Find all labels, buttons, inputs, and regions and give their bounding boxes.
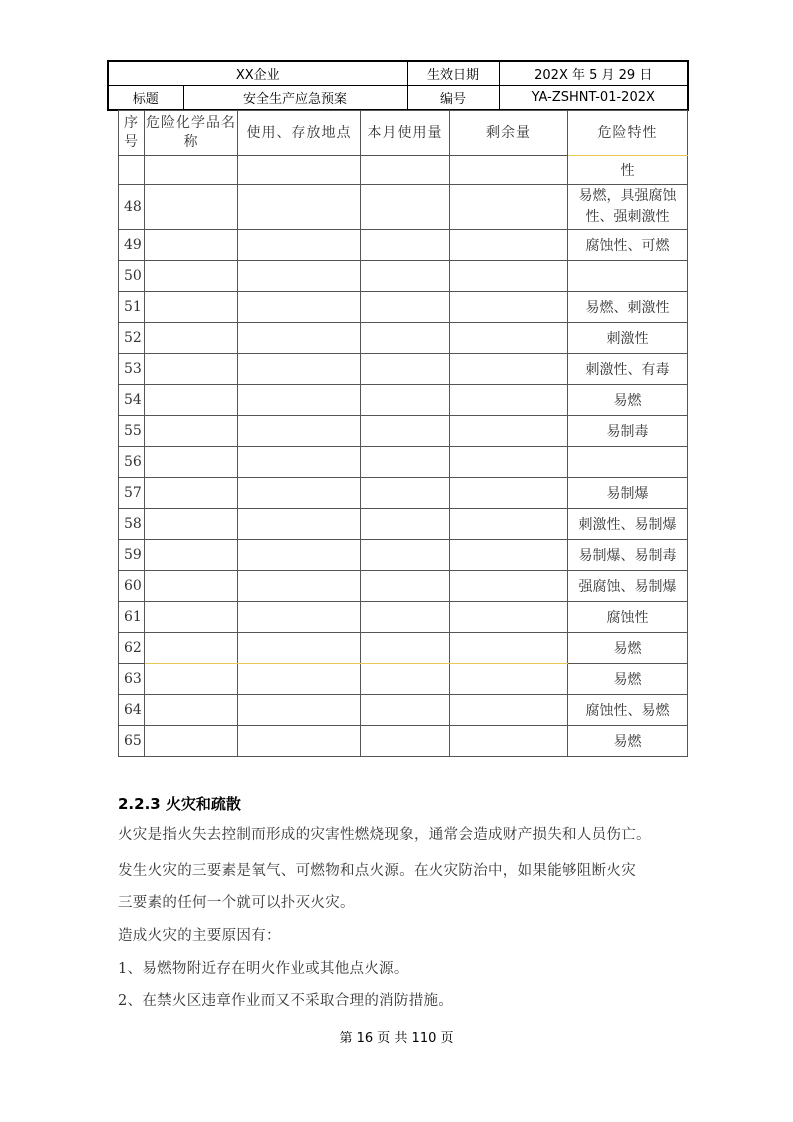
chemical-name-cell xyxy=(145,447,238,478)
col-header-monthly-usage: 本月使用量 xyxy=(361,111,450,156)
table-row xyxy=(119,447,688,478)
location-cell xyxy=(238,571,361,602)
location-cell xyxy=(238,354,361,385)
hazard-cell: 易燃，具强腐蚀性、强刺激性 xyxy=(568,185,688,230)
table-row xyxy=(119,185,688,230)
col-header-hazard: 危险特性 xyxy=(568,111,688,156)
col-header-location: 使用、存放地点 xyxy=(238,111,361,156)
chemical-name-cell xyxy=(145,261,238,292)
remaining-cell xyxy=(450,261,568,292)
table-row xyxy=(119,292,688,323)
hazard-cell: 性 xyxy=(568,156,688,185)
hazard-cell: 易燃 xyxy=(568,664,688,695)
remaining-cell xyxy=(450,354,568,385)
monthly-usage-cell xyxy=(361,478,450,509)
code-label: 编号 xyxy=(407,86,499,111)
row-number: 52 xyxy=(119,323,145,354)
location-cell xyxy=(238,726,361,757)
col-header-chemical-name: 危险化学品名称 xyxy=(145,111,238,156)
location-cell xyxy=(238,230,361,261)
table-row xyxy=(119,633,688,664)
monthly-usage-cell xyxy=(361,571,450,602)
title-label: 标题 xyxy=(108,86,183,111)
hazard-cell: 腐蚀性、易燃 xyxy=(568,695,688,726)
chemical-name-cell xyxy=(145,323,238,354)
table-row xyxy=(119,354,688,385)
location-cell xyxy=(238,323,361,354)
row-number: 65 xyxy=(119,726,145,757)
chemical-name-cell xyxy=(145,602,238,633)
location-cell xyxy=(238,633,361,664)
document-code: YA-ZSHNT-01-202X xyxy=(499,86,688,111)
location-cell xyxy=(238,540,361,571)
table-row xyxy=(119,385,688,416)
paragraph-line: 1、易燃物附近存在明火作业或其他点火源。 xyxy=(118,961,409,977)
chemical-name-cell xyxy=(145,695,238,726)
location-cell xyxy=(238,509,361,540)
table-row xyxy=(119,323,688,354)
hazard-cell: 易燃 xyxy=(568,385,688,416)
row-number: 62 xyxy=(119,633,145,664)
remaining-cell xyxy=(450,292,568,323)
location-cell xyxy=(238,261,361,292)
company-name: XX企业 xyxy=(108,61,407,86)
table-row xyxy=(119,509,688,540)
remaining-cell xyxy=(450,726,568,757)
hazard-cell: 刺激性、易制爆 xyxy=(568,509,688,540)
monthly-usage-cell xyxy=(361,416,450,447)
hazard-cell: 刺激性 xyxy=(568,323,688,354)
hazard-cell: 易制爆 xyxy=(568,478,688,509)
paragraph-line: 三要素的任何一个就可以扑灭火灾。 xyxy=(118,895,355,911)
chemical-name-cell xyxy=(145,664,238,695)
table-row xyxy=(119,540,688,571)
row-number: 61 xyxy=(119,602,145,633)
table-row xyxy=(119,664,688,695)
remaining-cell xyxy=(450,323,568,354)
row-number: 51 xyxy=(119,292,145,323)
hazard-cell: 易制爆、易制毒 xyxy=(568,540,688,571)
row-number: 59 xyxy=(119,540,145,571)
paragraph-line: 发生火灾的三要素是氧气、可燃物和点火源。在火灾防治中，如果能够阻断火灾 xyxy=(118,863,636,879)
row-number: 53 xyxy=(119,354,145,385)
remaining-cell xyxy=(450,185,568,230)
remaining-cell xyxy=(450,478,568,509)
chemical-name-cell xyxy=(145,292,238,323)
table-row xyxy=(119,230,688,261)
remaining-cell xyxy=(450,695,568,726)
chemical-name-cell xyxy=(145,185,238,230)
remaining-cell xyxy=(450,664,568,695)
hazard-cell: 易燃、刺激性 xyxy=(568,292,688,323)
table-row xyxy=(119,478,688,509)
table-row xyxy=(119,726,688,757)
chemical-name-cell xyxy=(145,540,238,571)
chemical-name-cell xyxy=(145,633,238,664)
hazard-cell: 强腐蚀、易制爆 xyxy=(568,571,688,602)
monthly-usage-cell xyxy=(361,292,450,323)
chemical-name-cell xyxy=(145,726,238,757)
chemical-name-cell xyxy=(145,416,238,447)
table-row xyxy=(119,156,688,185)
remaining-cell xyxy=(450,509,568,540)
monthly-usage-cell xyxy=(361,385,450,416)
location-cell xyxy=(238,416,361,447)
remaining-cell xyxy=(450,447,568,478)
remaining-cell xyxy=(450,540,568,571)
hazard-cell xyxy=(568,261,688,292)
remaining-cell xyxy=(450,602,568,633)
document-title: 安全生产应急预案 xyxy=(183,86,407,111)
hazard-cell: 易制毒 xyxy=(568,416,688,447)
table-body xyxy=(119,156,688,757)
monthly-usage-cell xyxy=(361,261,450,292)
monthly-usage-cell xyxy=(361,447,450,478)
remaining-cell xyxy=(450,385,568,416)
monthly-usage-cell xyxy=(361,664,450,695)
col-header-no: 序号 xyxy=(119,111,145,156)
effective-date-label: 生效日期 xyxy=(407,61,499,86)
table-row xyxy=(119,261,688,292)
chemical-name-cell xyxy=(145,354,238,385)
hazard-cell: 易燃 xyxy=(568,726,688,757)
location-cell xyxy=(238,185,361,230)
location-cell xyxy=(238,292,361,323)
row-number: 58 xyxy=(119,509,145,540)
chemical-name-cell xyxy=(145,230,238,261)
remaining-cell xyxy=(450,416,568,447)
section-heading: 2.2.3 火灾和疏散 xyxy=(118,795,241,813)
monthly-usage-cell xyxy=(361,185,450,230)
table-row xyxy=(119,416,688,447)
paragraph-line: 2、在禁火区违章作业而又不采取合理的消防措施。 xyxy=(118,993,454,1009)
location-cell xyxy=(238,664,361,695)
hazard-cell: 腐蚀性、可燃 xyxy=(568,230,688,261)
remaining-cell xyxy=(450,571,568,602)
document-header xyxy=(107,60,689,111)
monthly-usage-cell xyxy=(361,602,450,633)
chemical-name-cell xyxy=(145,509,238,540)
location-cell xyxy=(238,447,361,478)
row-number: 55 xyxy=(119,416,145,447)
remaining-cell xyxy=(450,633,568,664)
monthly-usage-cell xyxy=(361,323,450,354)
row-number: 54 xyxy=(119,385,145,416)
monthly-usage-cell xyxy=(361,540,450,571)
row-number: 63 xyxy=(119,664,145,695)
monthly-usage-cell xyxy=(361,354,450,385)
table-header-row xyxy=(119,111,688,156)
row-number: 48 xyxy=(119,185,145,230)
row-number: 64 xyxy=(119,695,145,726)
location-cell xyxy=(238,602,361,633)
location-cell xyxy=(238,385,361,416)
chemical-name-cell xyxy=(145,478,238,509)
paragraph-line: 火灾是指火失去控制而形成的灾害性燃烧现象，通常会造成财产损失和人员伤亡。 xyxy=(118,827,651,843)
col-header-remaining: 剩余量 xyxy=(450,111,568,156)
monthly-usage-cell xyxy=(361,695,450,726)
chemical-name-cell xyxy=(145,571,238,602)
location-cell xyxy=(238,478,361,509)
hazard-cell xyxy=(568,447,688,478)
table-row xyxy=(119,571,688,602)
monthly-usage-cell xyxy=(361,726,450,757)
table-row xyxy=(119,602,688,633)
remaining-cell xyxy=(450,230,568,261)
paragraph-line: 造成火灾的主要原因有： xyxy=(118,928,281,944)
row-number: 49 xyxy=(119,230,145,261)
location-cell xyxy=(238,695,361,726)
hazard-cell: 腐蚀性 xyxy=(568,602,688,633)
effective-date: 202X 年 5 月 29 日 xyxy=(499,61,688,86)
page-footer: 第 16 页 共 110 页 xyxy=(339,1031,454,1046)
chemical-name-cell xyxy=(145,385,238,416)
row-number: 56 xyxy=(119,447,145,478)
row-number: 57 xyxy=(119,478,145,509)
row-number: 50 xyxy=(119,261,145,292)
hazard-cell: 刺激性、有毒 xyxy=(568,354,688,385)
monthly-usage-cell xyxy=(361,230,450,261)
table-row xyxy=(119,695,688,726)
hazard-cell: 易燃 xyxy=(568,633,688,664)
chemicals-table xyxy=(118,110,688,757)
row-number: 60 xyxy=(119,571,145,602)
monthly-usage-cell xyxy=(361,509,450,540)
monthly-usage-cell xyxy=(361,633,450,664)
